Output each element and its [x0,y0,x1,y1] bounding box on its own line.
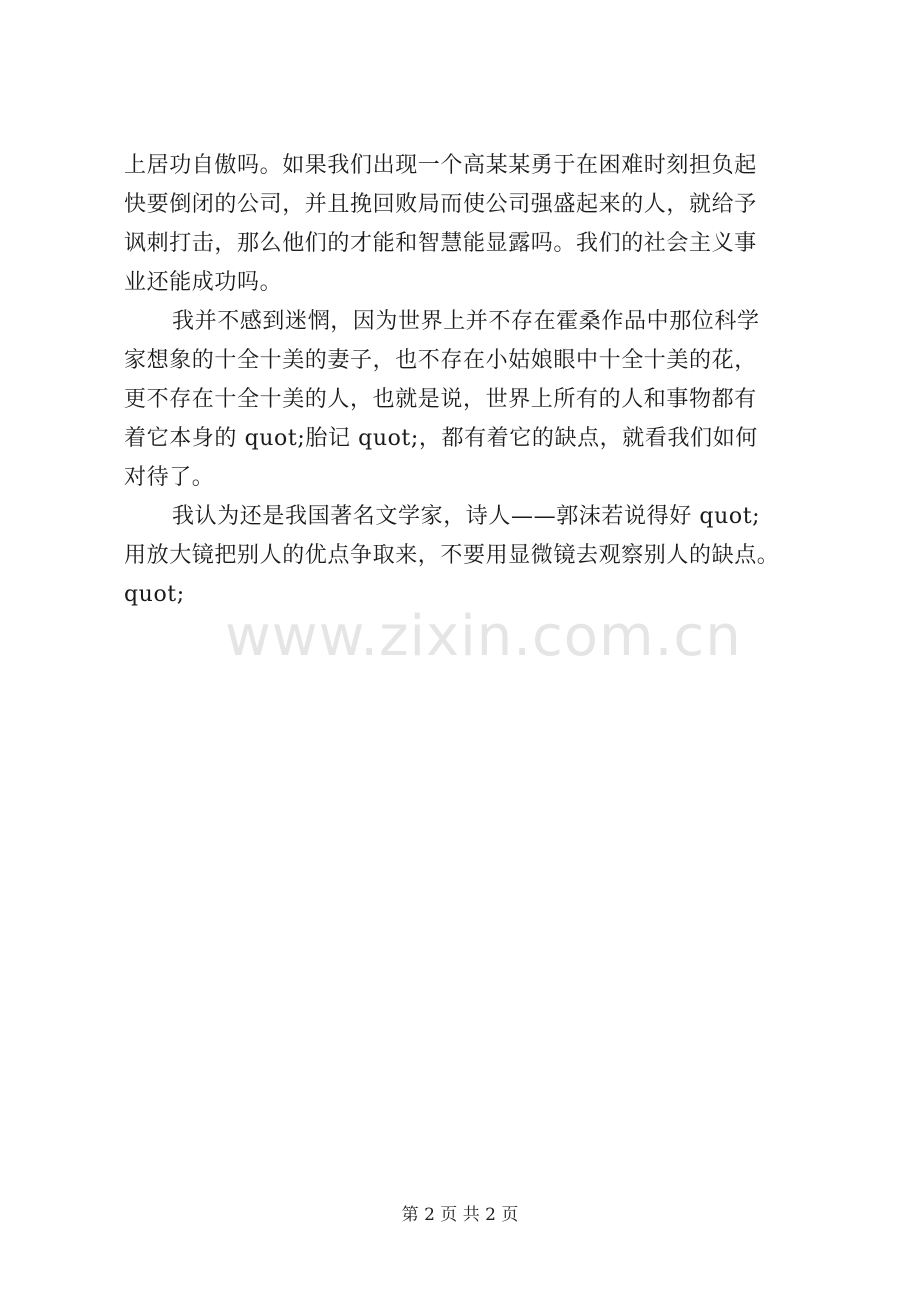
watermark: www.zixin.com.cn [225,604,742,669]
text-line: quot; [124,582,185,607]
document-body [124,146,814,614]
text-line: 业还能成功吗。 [124,270,283,295]
text-line: 着它本身的 quot;胎记 quot;，都有着它的缺点，就看我们如何 [124,426,758,451]
paragraph [124,497,814,614]
text-line: 我并不感到迷惘，因为世界上并不存在霍桑作品中那位科学 [172,309,760,334]
paragraph [124,146,814,302]
text-line: 对待了。 [124,465,215,490]
text-line: 更不存在十全十美的人，也就是说，世界上所有的人和事物都有 [124,387,757,412]
page-footer: 第 2 页 共 2 页 [401,1205,519,1225]
text-line: 用放大镜把别人的优点争取来，不要用显微镜去观察别人的缺点。 [124,543,780,568]
text-line: 家想象的十全十美的妻子，也不存在小姑娘眼中十全十美的花， [124,348,757,373]
text-line: 我认为还是我国著名文学家，诗人——郭沫若说得好 quot; [172,504,761,529]
text-line: 快要倒闭的公司，并且挽回败局而使公司强盛起来的人，就给予 [124,192,757,217]
text-line: 上居功自傲吗。如果我们出现一个高某某勇于在困难时刻担负起 [124,153,757,178]
text-line: 讽刺打击，那么他们的才能和智慧能显露吗。我们的社会主义事 [124,231,757,256]
paragraph [124,302,814,497]
